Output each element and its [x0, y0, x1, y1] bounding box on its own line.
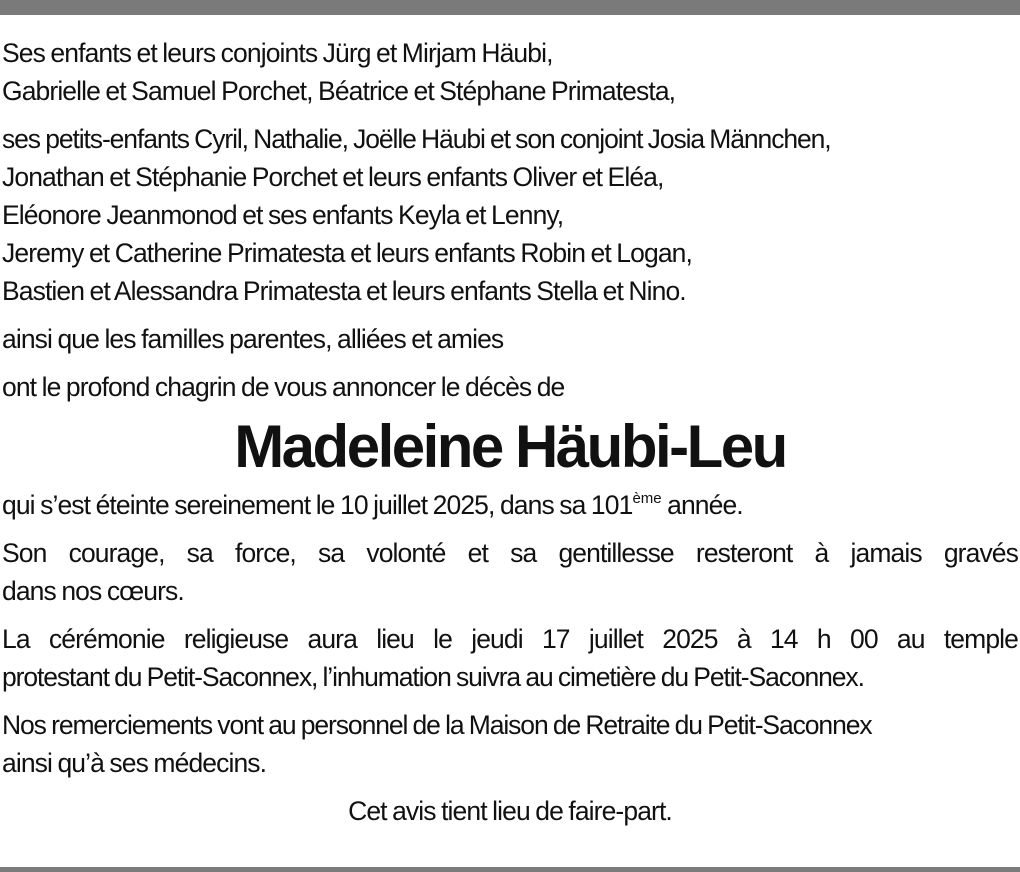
- ceremony-line-1: La cérémonie religieuse aura lieu le jeudi 17 juillet 2025 à 14 h 00 au temple: [2, 624, 1018, 654]
- deceased-name: Madeleine Häubi-Leu: [234, 413, 786, 480]
- family-grandchildren-line-3: Eléonore Jeanmonod et ses enfants Keyla et Lenny,: [2, 200, 564, 230]
- family-children-line-1: Ses enfants et leurs conjoints Jürg et Mirjam Häubi,: [2, 38, 553, 68]
- extended-family-line: ainsi que les familles parentes, alliées et amies: [2, 324, 504, 354]
- family-children-paragraph: [2, 34, 1018, 110]
- tribute-paragraph: [2, 534, 1018, 610]
- passing-text-end: année.: [661, 490, 743, 520]
- thanks-paragraph: [2, 706, 1018, 782]
- announcement-line: ont le profond chagrin de vous annoncer le décès de: [2, 372, 565, 402]
- family-grandchildren-line-4: Jeremy et Catherine Primatesta et leurs enfants Robin et Logan,: [2, 238, 692, 268]
- family-grandchildren-paragraph: [2, 120, 1018, 310]
- tribute-line-2: dans nos cœurs.: [2, 576, 184, 606]
- top-border-rule: [0, 0, 1020, 15]
- passing-line: [2, 486, 1018, 524]
- family-grandchildren-line-1: ses petits-enfants Cyril, Nathalie, Joëlle Häubi et son conjoint Josia Männchen,: [2, 124, 831, 154]
- bottom-border-rule: [0, 867, 1020, 872]
- passing-paragraph: [2, 486, 1018, 524]
- closing-line: Cet avis tient lieu de faire-part.: [348, 796, 672, 826]
- ceremony-paragraph: [2, 620, 1018, 696]
- announcement-paragraph: [2, 368, 1018, 406]
- family-grandchildren-line-5: Bastien et Alessandra Primatesta et leurs enfants Stella et Nino.: [2, 276, 686, 306]
- family-children-line-2: Gabrielle et Samuel Porchet, Béatrice et Stéphane Primatesta,: [2, 76, 676, 106]
- thanks-line-2: ainsi qu’à ses médecins.: [2, 748, 267, 778]
- family-grandchildren-line-2: Jonathan et Stéphanie Porchet et leurs enfants Oliver et Eléa,: [2, 162, 664, 192]
- thanks-line-1: Nos remerciements vont au personnel de la Maison de Retraite du Petit-Saconnex: [2, 710, 872, 740]
- extended-family-paragraph: [2, 320, 1018, 358]
- death-notice: [2, 34, 1018, 840]
- ceremony-line-2: protestant du Petit-Saconnex, l’inhumation suivra au cimetière du Petit-Saconnex.: [2, 662, 864, 692]
- passing-text: qui s’est éteinte sereinement le 10 juillet 2025, dans sa 101: [2, 490, 633, 520]
- closing-paragraph: [2, 792, 1018, 830]
- ordinal-suffix: ème: [632, 490, 662, 507]
- tribute-line-1: Son courage, sa force, sa volonté et sa gentillesse resteront à jamais gravés: [2, 538, 1018, 568]
